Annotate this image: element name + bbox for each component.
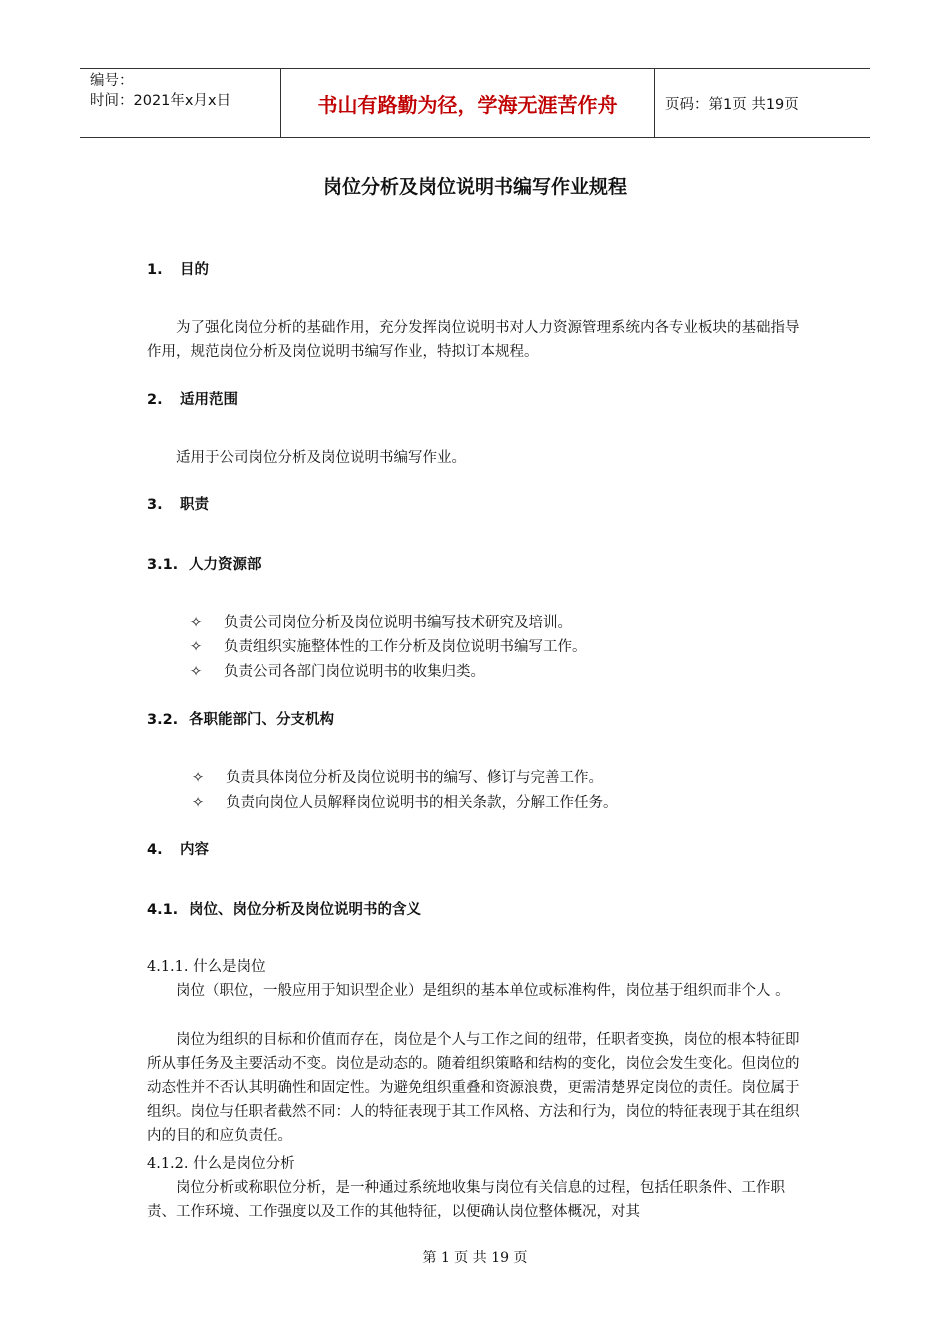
bullet-diamond-icon: ✧ xyxy=(190,664,203,680)
section-heading-4 xyxy=(147,838,209,859)
section-title: 适用范围 xyxy=(180,392,238,408)
subsection-heading-4-1-1: 4.1.1. 什么是岗位 xyxy=(147,959,266,975)
section-number: 1. xyxy=(147,262,163,278)
header-motto: 书山有路勤为径，学海无涯苦作舟 xyxy=(317,92,618,117)
list-item-text: 负责组织实施整体性的工作分析及岗位说明书编写工作。 xyxy=(224,639,587,655)
subsection-heading-4-1-2: 4.1.2. 什么是岗位分析 xyxy=(147,1156,295,1172)
document-header xyxy=(80,68,870,138)
bullet-diamond-icon: ✧ xyxy=(192,795,205,811)
list-item-text: 负责向岗位人员解释岗位说明书的相关条款，分解工作任务。 xyxy=(226,795,618,811)
list-item xyxy=(190,611,572,632)
section-title: 目的 xyxy=(180,262,209,278)
subsection-4-1-2-paragraph-1: 岗位分析或称职位分析，是一种通过系统地收集与岗位有关信息的过程，包括任职条件、工作职责、工作环境、工作强度以及工作的其他特征，以便确认岗位整体概况，对其 xyxy=(147,1180,785,1220)
section-heading-1 xyxy=(147,258,209,279)
document-title: 岗位分析及岗位说明书编写作业规程 xyxy=(322,176,627,198)
section-heading-3-1 xyxy=(147,553,262,574)
page-footer: 第 1 页 共 19 页 xyxy=(422,1250,528,1266)
bullet-diamond-icon: ✧ xyxy=(190,639,203,655)
bullet-diamond-icon: ✧ xyxy=(192,770,205,786)
subsection-4-1-1-paragraph-2: 岗位为组织的目标和价值而存在，岗位是个人与工作之间的纽带，任职者变换，岗位的根本特征即所从事任务及主要活动不变。岗位是动态的。随着组织策略和结构的变化，岗位会发生变化。但岗位的动态性并不否认其明确性和固定性。为避免组织重叠和资源浪费，更需清楚界定岗位的责任。岗位属于组织。岗位与任职者截然不同：人的特征表现于其工作风格、方法和行为，岗位的特征表现于其在组织内的目的和应负责任。 xyxy=(147,1032,800,1144)
section-number: 3.2. xyxy=(147,712,179,728)
section-heading-3 xyxy=(147,493,209,514)
list-item-text: 负责公司岗位分析及岗位说明书编写技术研究及培训。 xyxy=(224,615,572,631)
section-heading-2 xyxy=(147,388,238,409)
header-meta-cell xyxy=(80,69,281,137)
list-item xyxy=(192,791,618,812)
list-item xyxy=(190,660,485,681)
section-number: 2. xyxy=(147,392,163,408)
section-title: 人力资源部 xyxy=(189,557,262,573)
section-number: 3.1. xyxy=(147,557,179,573)
document-time-label: 时间：2021年x月x日 xyxy=(90,93,232,109)
section-number: 4. xyxy=(147,842,163,858)
section-title: 岗位、岗位分析及岗位说明书的含义 xyxy=(189,902,421,918)
section-title: 职责 xyxy=(180,497,209,513)
section-1-paragraph: 为了强化岗位分析的基础作用，充分发挥岗位说明书对人力资源管理系统内各专业板块的基础指导作用，规范岗位分析及岗位说明书编写作业，特拟订本规程。 xyxy=(147,320,800,360)
list-item-text: 负责公司各部门岗位说明书的收集归类。 xyxy=(224,664,485,680)
subsection-4-1-1-paragraph-1: 岗位（职位，一般应用于知识型企业）是组织的基本单位或标准构件，岗位基于组织而非个人 。 xyxy=(176,983,790,999)
section-2-paragraph: 适用于公司岗位分析及岗位说明书编写作业。 xyxy=(176,450,466,466)
bullet-diamond-icon: ✧ xyxy=(190,615,203,631)
section-number: 3. xyxy=(147,497,163,513)
header-page-cell xyxy=(655,69,870,137)
list-item xyxy=(192,766,603,787)
section-heading-3-2 xyxy=(147,708,334,729)
section-title: 内容 xyxy=(180,842,209,858)
section-title: 各职能部门、分支机构 xyxy=(189,712,334,728)
section-number: 4.1. xyxy=(147,902,179,918)
section-heading-4-1 xyxy=(147,898,421,919)
list-item xyxy=(190,635,587,656)
header-page-label: 页码：第1页 共19页 xyxy=(665,96,799,113)
header-motto-cell xyxy=(281,69,655,137)
document-number-label: 编号： xyxy=(90,73,134,89)
list-item-text: 负责具体岗位分析及岗位说明书的编写、修订与完善工作。 xyxy=(226,770,603,786)
